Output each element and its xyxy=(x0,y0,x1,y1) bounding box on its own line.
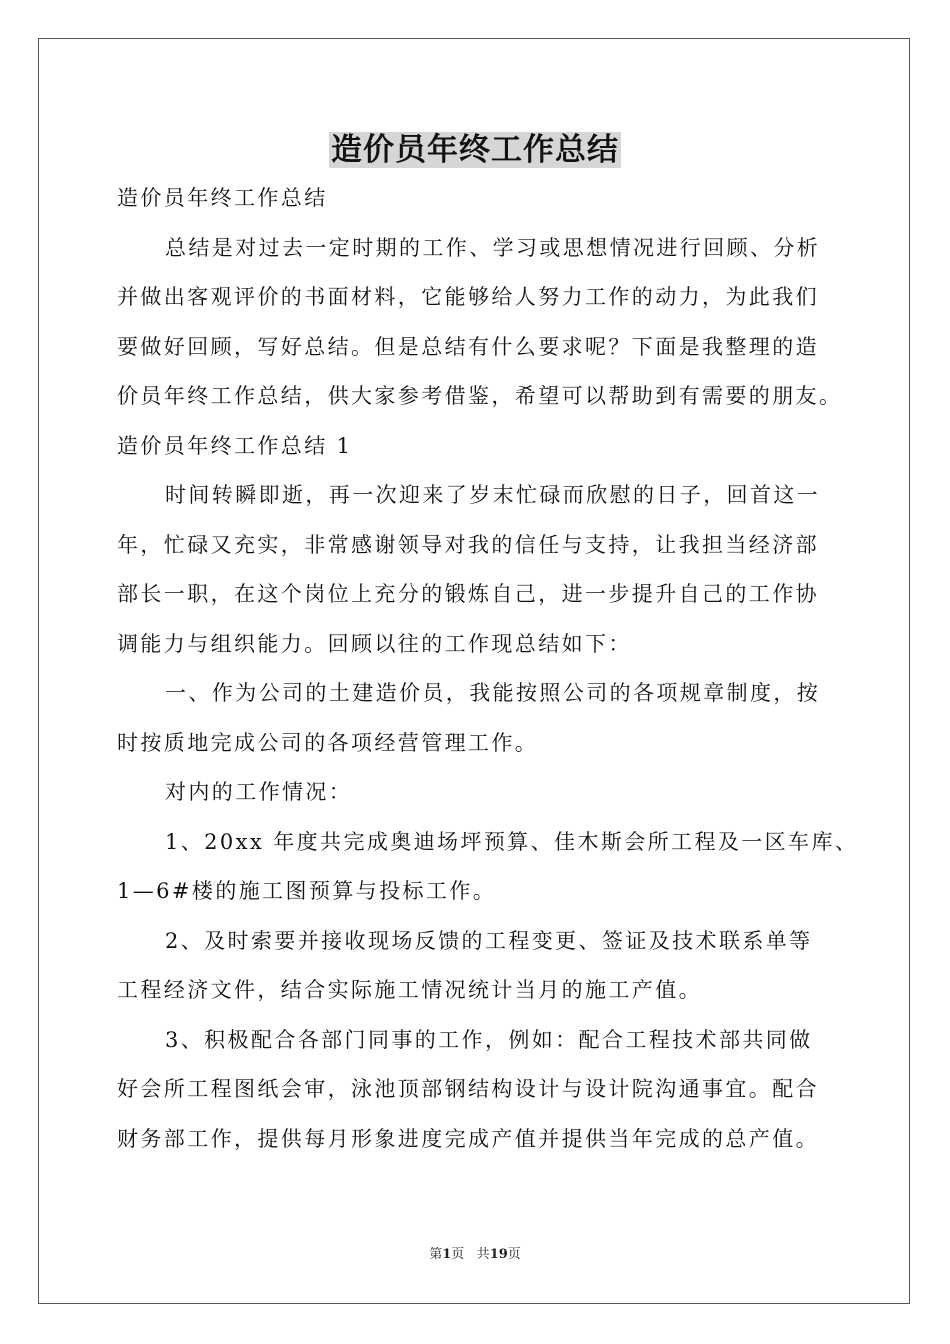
body-line: 并做出客观评价的书面材料，它能够给人努力工作的动力，为此我们 xyxy=(117,285,819,309)
document-title-text: 造价员年终工作总结 xyxy=(331,132,619,168)
body-line: 1—6#楼的施工图预算与投标工作。 xyxy=(117,879,497,903)
body-line: 时间转瞬即逝，再一次迎来了岁末忙碌而欣慰的日子，回首这一 xyxy=(165,483,821,507)
body-line: 部长一职，在这个岗位上充分的锻炼自己，进一步提升自己的工作协 xyxy=(117,582,819,606)
body-line: 好会所工程图纸会审，泳池顶部钢结构设计与设计院沟通事宜。配合 xyxy=(117,1077,819,1101)
page-footer xyxy=(0,1245,950,1265)
body-line: 总结是对过去一定时期的工作、学习或思想情况进行回顾、分析 xyxy=(165,235,821,260)
document-title xyxy=(0,128,950,172)
footer-total-suffix: 页 xyxy=(507,1247,521,1262)
body-line: 一、作为公司的土建造价员，我能按照公司的各项规章制度，按 xyxy=(165,681,821,705)
body-line: 年，忙碌又充实，非常感谢领导对我的信任与支持，让我担当经济部 xyxy=(117,532,819,557)
total-page-count: 19 xyxy=(489,1247,508,1262)
body-line: 调能力与组织能力。回顾以往的工作现总结如下： xyxy=(117,631,632,656)
footer-prefix: 第 xyxy=(429,1247,443,1262)
body-line: 2、及时索要并接收现场反馈的工程变更、签证及技术联系单等 xyxy=(165,928,813,953)
body-line: 对内的工作情况： xyxy=(165,780,353,804)
body-line: 造价员年终工作总结 xyxy=(117,186,328,210)
body-line: 工程经济文件，结合实际施工情况统计当月的施工产值。 xyxy=(117,978,702,1002)
footer-page-suffix: 页 xyxy=(451,1247,465,1262)
body-line: 3、积极配合各部门同事的工作，例如：配合工程技术部共同做 xyxy=(165,1027,813,1052)
current-page-number: 1 xyxy=(442,1247,452,1262)
body-line: 价员年终工作总结，供大家参考借鉴，希望可以帮助到有需要的朋友。 xyxy=(117,384,843,408)
body-line: 1、20xx 年度共完成奥迪场坪预算、佳木斯会所工程及一区车库、 xyxy=(165,829,859,854)
section-heading: 造价员年终工作总结 1 xyxy=(117,433,353,458)
body-line: 要做好回顾，写好总结。但是总结有什么要求呢？下面是我整理的造 xyxy=(117,334,819,359)
body-line: 财务部工作，提供每月形象进度完成产值并提供当年完成的总产值。 xyxy=(117,1126,819,1151)
body-line: 时按质地完成公司的各项经营管理工作。 xyxy=(117,730,539,755)
document-body xyxy=(117,174,859,1164)
footer-total-prefix: 共 xyxy=(476,1247,490,1262)
